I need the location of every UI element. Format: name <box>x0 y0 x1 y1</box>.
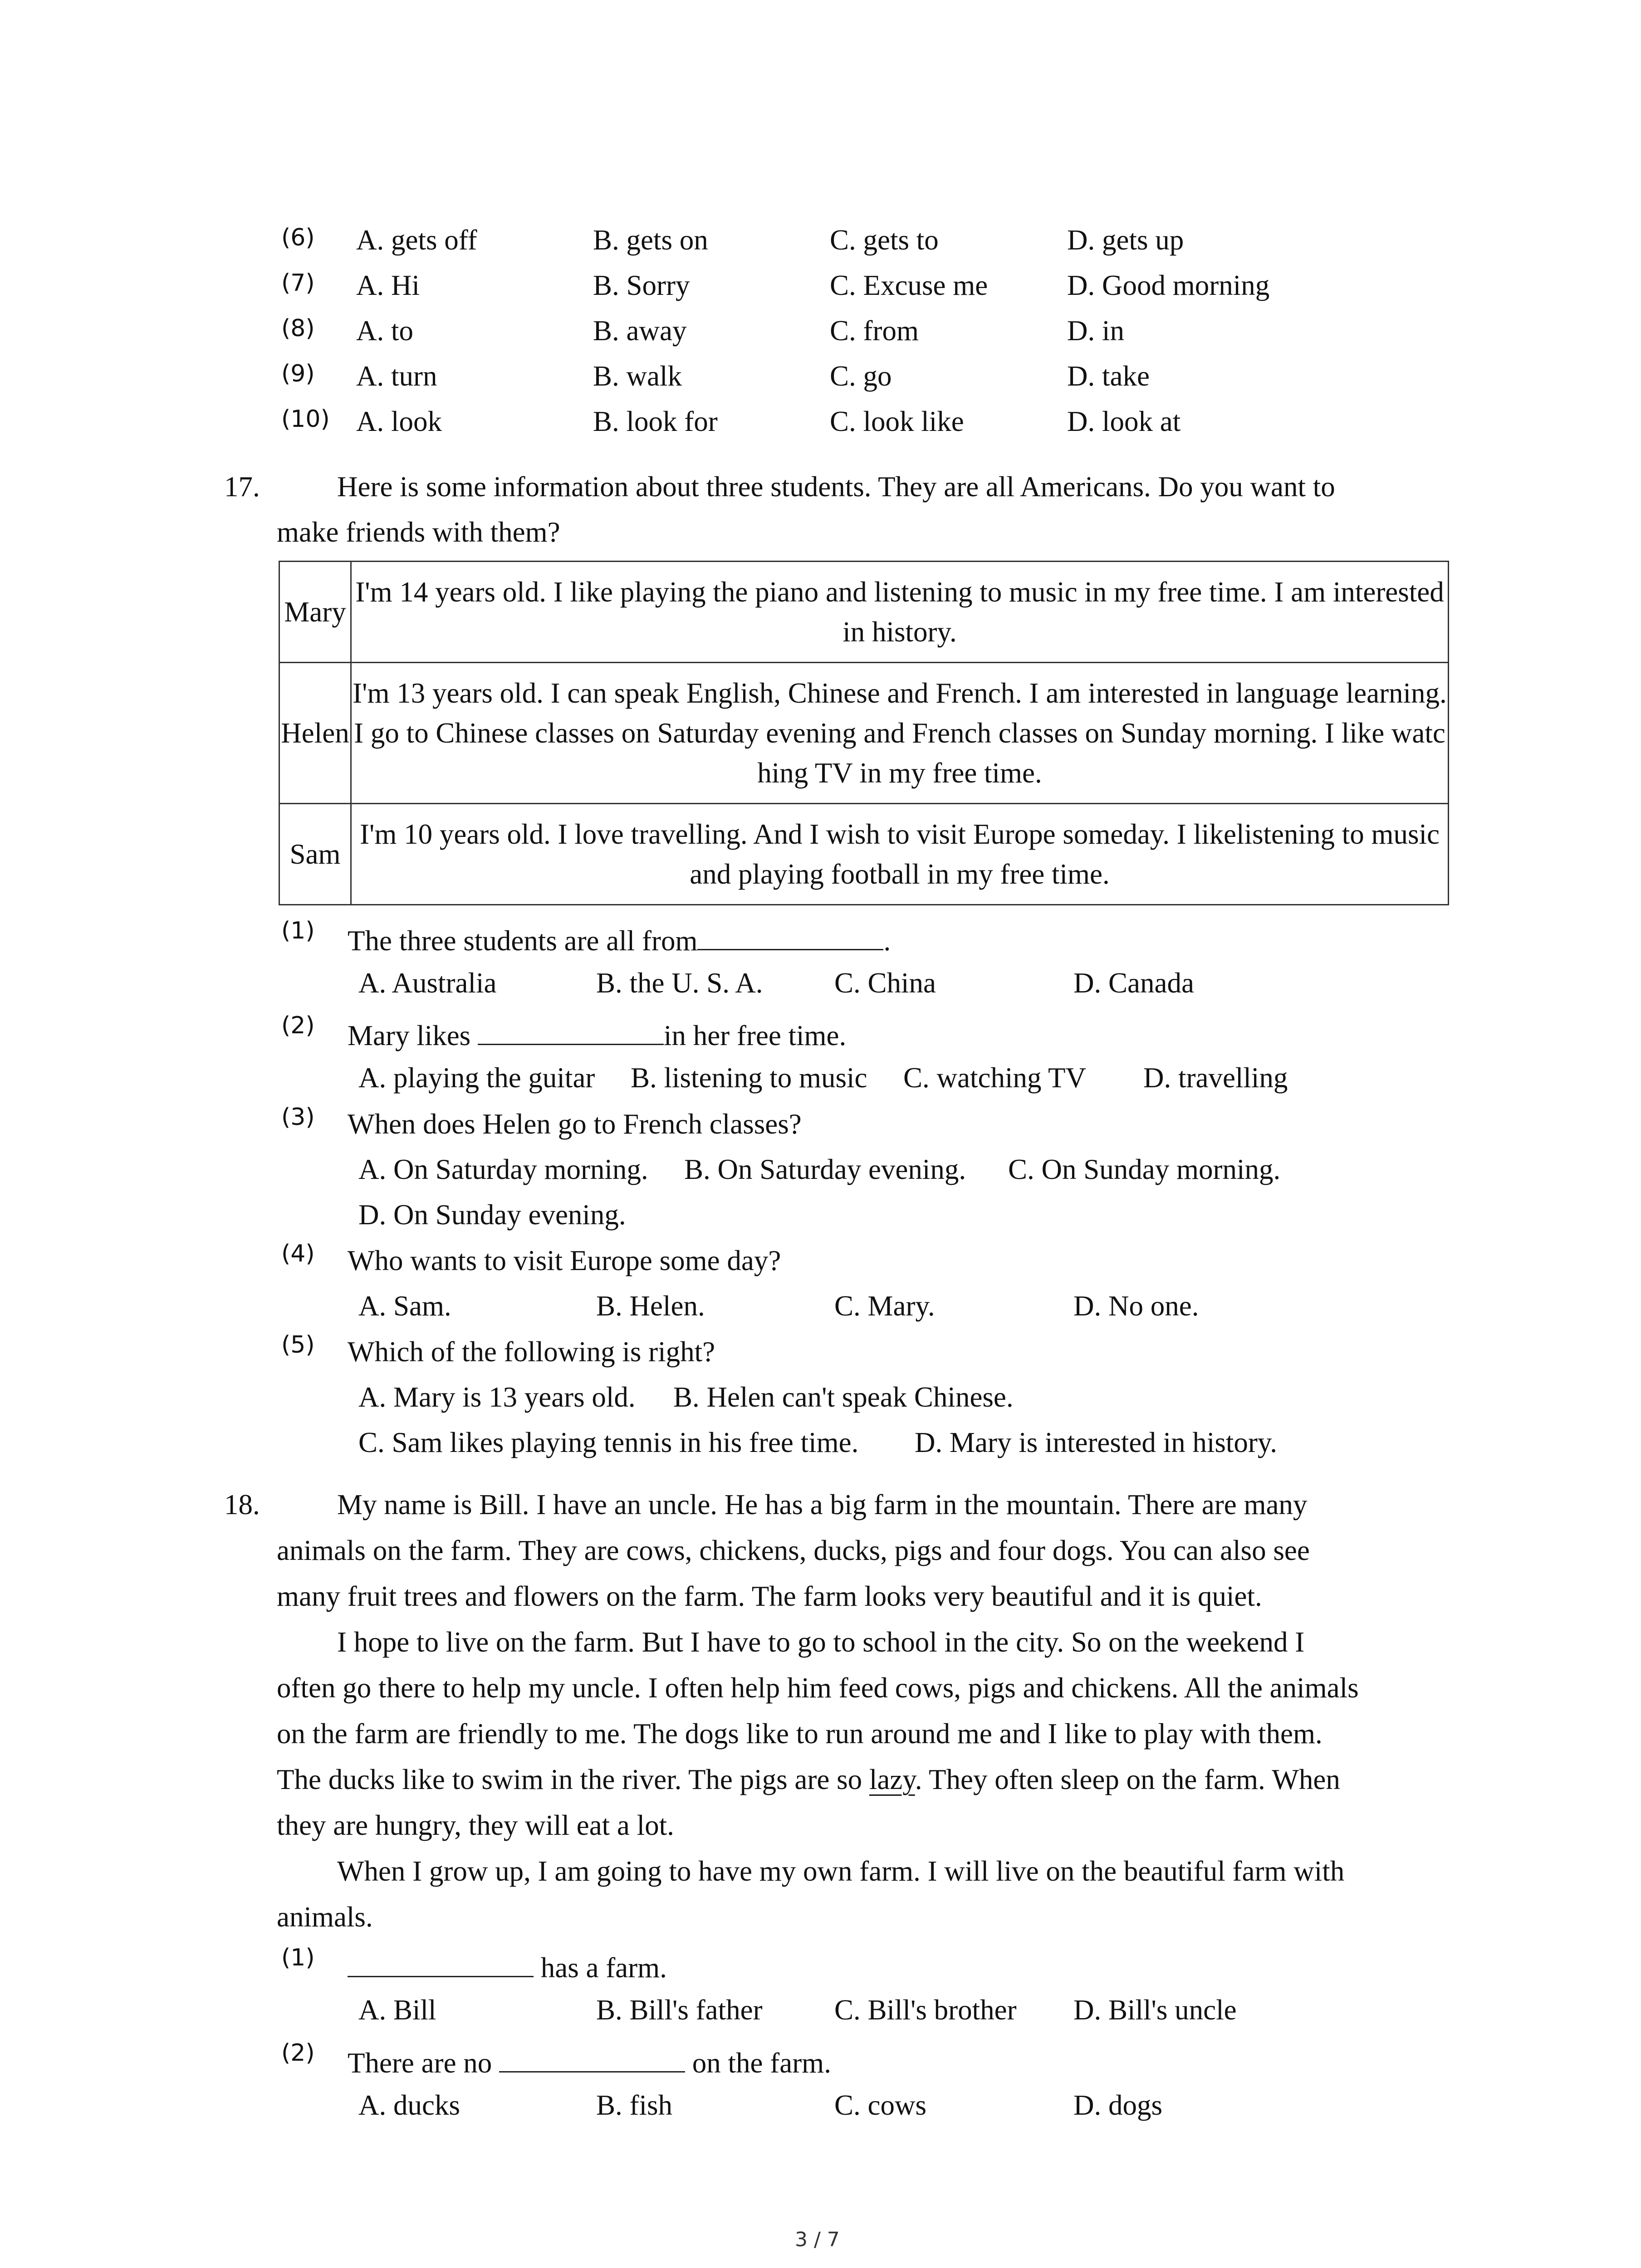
option-d: D. in <box>1067 315 1124 347</box>
option-b: B. fish <box>596 2089 673 2121</box>
question-stem: The three students are all from . <box>348 924 891 955</box>
answer-blank[interactable] <box>697 924 883 950</box>
option-c: C. from <box>830 315 919 347</box>
option-b: B. On Saturday evening. <box>684 1154 966 1185</box>
option-d: D. No one. <box>1073 1290 1199 1322</box>
table-row <box>279 663 1449 804</box>
passage-line: My name is Bill. I have an uncle. He has a big farm in the mountain. There are many <box>337 1489 1308 1520</box>
student-name: Mary <box>279 562 351 663</box>
option-a: A. playing the guitar <box>358 1062 595 1094</box>
sub-number: (6) <box>281 224 315 251</box>
option-a: A. Sam. <box>358 1290 451 1322</box>
student-info-table <box>279 561 1449 905</box>
option-a: A. Mary is 13 years old. <box>358 1381 636 1413</box>
option-a: A. gets off <box>356 224 477 256</box>
passage-line: on the farm are friendly to me. The dogs like to run around me and I like to play with them. <box>277 1718 1323 1750</box>
option-b: B. gets on <box>593 224 708 256</box>
option-b: B. look for <box>593 406 718 437</box>
sub-number: (3) <box>281 1104 315 1131</box>
sub-number: (2) <box>281 1012 315 1039</box>
option-b: B. away <box>593 315 687 347</box>
option-a: A. ducks <box>358 2089 460 2121</box>
option-d: D. dogs <box>1073 2089 1163 2121</box>
option-d: D. Good morning <box>1067 269 1270 301</box>
option-c: C. Mary. <box>834 1290 935 1322</box>
sub-number: (1) <box>281 1944 315 1971</box>
option-c: C. cows <box>834 2089 926 2121</box>
option-d: D. take <box>1067 360 1150 392</box>
question-stem: There are no on the farm. <box>348 2046 831 2077</box>
option-a: A. turn <box>356 360 437 392</box>
passage-line: they are hungry, they will eat a lot. <box>277 1809 674 1841</box>
option-c: C. Bill's brother <box>834 1994 1017 2026</box>
option-a: A. Australia <box>358 967 497 999</box>
option-a: A. Bill <box>358 1994 436 2026</box>
option-c: C. Sam likes playing tennis in his free time. <box>358 1427 859 1458</box>
option-b: B. the U. S. A. <box>596 967 763 999</box>
page-number: 3 / 7 <box>795 2228 840 2251</box>
table-row <box>279 804 1449 905</box>
sub-number: (10) <box>281 406 330 433</box>
student-name: Sam <box>279 804 351 905</box>
student-description: I'm 13 years old. I can speak English, Chinese and French. I am interested in language learning. I go to Chinese classes on Saturday evening and French classes on Sunday morning. I like watching TV in my free time. <box>351 663 1449 804</box>
option-b: B. Bill's father <box>596 1994 763 2026</box>
question-stem: Mary likes in her free time. <box>348 1018 846 1050</box>
passage-line: animals on the farm. They are cows, chickens, ducks, pigs and four dogs. You can also see <box>277 1535 1310 1566</box>
option-b: B. listening to music <box>631 1062 867 1094</box>
passage-line: often go there to help my uncle. I often help him feed cows, pigs and chickens. All the animals <box>277 1672 1359 1704</box>
option-a: A. On Saturday morning. <box>358 1154 648 1185</box>
option-d: D. Mary is interested in history. <box>915 1427 1278 1458</box>
sub-number: (9) <box>281 360 315 387</box>
option-b: B. Sorry <box>593 269 690 301</box>
answer-blank[interactable] <box>348 1950 534 1977</box>
student-name: Helen <box>279 663 351 804</box>
table-row <box>279 562 1449 663</box>
option-c: C. watching TV <box>903 1062 1087 1094</box>
option-d: D. look at <box>1067 406 1181 437</box>
question-stem: Who wants to visit Europe some day? <box>348 1245 781 1276</box>
option-b: B. Helen can't speak Chinese. <box>673 1381 1014 1413</box>
passage-line: I hope to live on the farm. But I have to go to school in the city. So on the weekend I <box>337 1626 1305 1658</box>
passage-line: The ducks like to swim in the river. The pigs are so lazy. They often sleep on the farm. When <box>277 1764 1340 1795</box>
option-c: C. look like <box>830 406 964 437</box>
passage-line: animals. <box>277 1901 373 1933</box>
sub-number: (2) <box>281 2039 315 2067</box>
question-stem: Which of the following is right? <box>348 1336 715 1368</box>
option-d: D. On Sunday evening. <box>358 1199 626 1231</box>
question-intro-line1: Here is some information about three students. They are all Americans. Do you want to <box>337 471 1335 503</box>
option-c: C. gets to <box>830 224 939 256</box>
sub-number: (7) <box>281 269 315 297</box>
passage-line: When I grow up, I am going to have my own farm. I will live on the beautiful farm with <box>337 1855 1345 1887</box>
option-d: D. Bill's uncle <box>1073 1994 1237 2026</box>
student-description: I'm 10 years old. I love travelling. And I wish to visit Europe someday. I likelistening to music and playing football in my free time. <box>351 804 1449 905</box>
option-a: A. look <box>356 406 442 437</box>
option-c: C. Excuse me <box>830 269 988 301</box>
sub-number: (1) <box>281 917 315 944</box>
option-a: A. Hi <box>356 269 420 301</box>
student-description: I'm 14 years old. I like playing the piano and listening to music in my free time. I am interested in history. <box>351 562 1449 663</box>
sub-number: (5) <box>281 1331 315 1359</box>
question-number: 17. <box>224 471 260 503</box>
question-stem: has a farm. <box>348 1950 667 1982</box>
option-b: B. Helen. <box>596 1290 705 1322</box>
sub-number: (8) <box>281 315 315 342</box>
option-c: C. China <box>834 967 936 999</box>
question-stem: When does Helen go to French classes? <box>348 1108 802 1140</box>
question-number: 18. <box>224 1489 260 1520</box>
answer-blank[interactable] <box>478 1018 664 1045</box>
option-a: A. to <box>356 315 413 347</box>
option-b: B. walk <box>593 360 682 392</box>
option-d: D. gets up <box>1067 224 1184 256</box>
underlined-word: lazy <box>869 1764 915 1795</box>
question-intro-line2: make friends with them? <box>277 516 560 548</box>
sub-number: (4) <box>281 1240 315 1267</box>
option-c: C. On Sunday morning. <box>1008 1154 1281 1185</box>
option-d: D. Canada <box>1073 967 1194 999</box>
answer-blank[interactable] <box>499 2046 685 2072</box>
option-c: C. go <box>830 360 892 392</box>
passage-line: many fruit trees and flowers on the farm. The farm looks very beautiful and it is quiet. <box>277 1580 1262 1612</box>
option-d: D. travelling <box>1143 1062 1288 1094</box>
